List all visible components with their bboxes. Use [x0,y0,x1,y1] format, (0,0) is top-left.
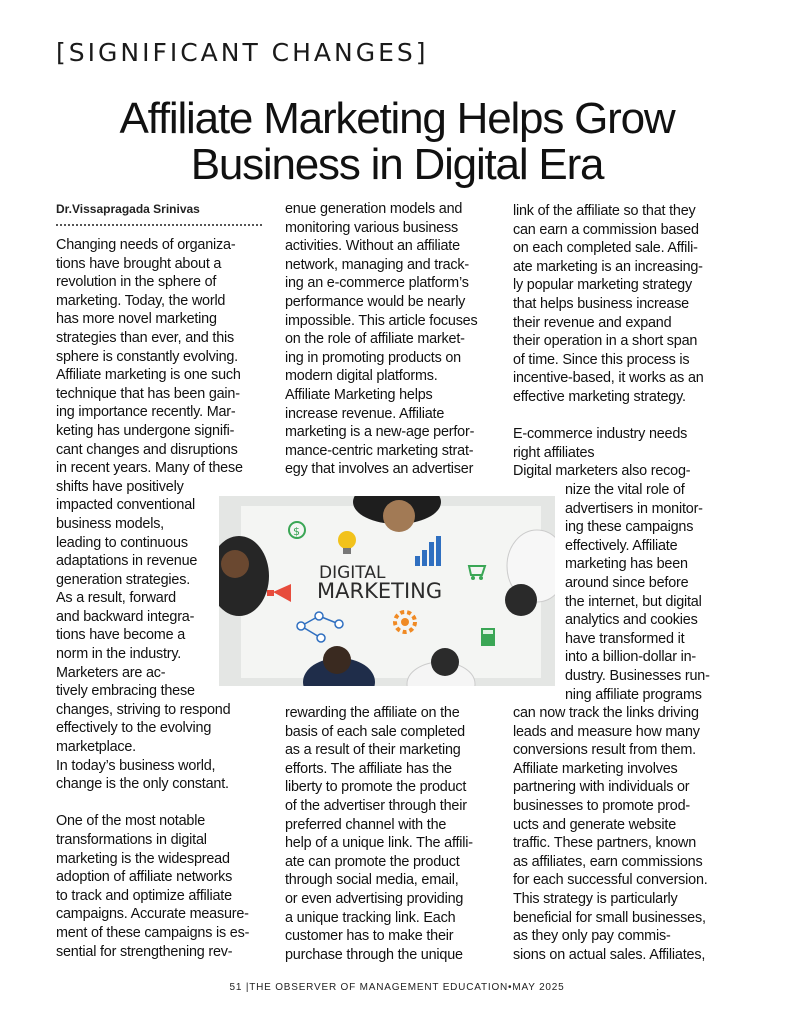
column-3-top [513,202,704,481]
text-line: ate can promote the product [285,853,460,870]
text-line: leading to continuous [56,534,188,551]
text-line: sphere is constantly evolving. [56,348,238,365]
text-line: marketing. Today, the world [56,292,226,309]
text-line: adoption of affiliate networks [56,869,233,886]
text-line: or even advertising providing [285,890,464,907]
text-line: Digital marketers also recog- [513,463,691,480]
text-line: around since before [565,574,689,591]
text-line: link of the affiliate so that they [513,203,696,219]
text-line: One of the most notable [56,813,205,830]
publication-name: |THE OBSERVER OF MANAGEMENT EDUCATION•MAY 2025 [245,982,565,993]
text-line: egy that involves an advertiser [285,461,474,478]
photo-text-digital: DIGITAL [319,563,386,583]
text-line: in recent years. Many of these [56,460,243,477]
text-line: as a result of their marketing [285,742,461,759]
text-line: as affiliates, earn commissions [513,853,703,870]
text-line: In today’s business world, [56,757,216,774]
text-line: purchase through the unique [285,946,463,963]
text-line: keting has undergone signifi- [56,422,235,439]
text-line: Changing needs of organiza- [56,237,236,253]
text-line: a unique tracking link. Each [285,909,456,926]
kicker-label: [SIGNIFICANT CHANGES] [56,38,429,67]
text-line: their operation in a short span [513,333,698,350]
text-line: ing in promoting products on [285,349,461,366]
text-line: partnering with individuals or [513,779,690,796]
text-line: for each successful conversion. [513,872,708,889]
title-line-1: Affiliate Marketing Helps Grow [119,94,675,143]
person-bottom-right-head [431,648,459,676]
text-line: has more novel marketing [56,311,217,328]
text-line: tions have brought about a [56,255,222,272]
text-line: on each completed sale. Affili- [513,240,698,257]
text-line: network, managing and track- [285,256,469,273]
person-right-head [505,584,537,616]
author-byline: Dr.Vissapragada Srinivas [56,202,262,226]
text-line: can earn a commission based [513,221,699,238]
photo-text-marketing: MARKETING [317,579,443,603]
text-line: incentive-based, it works as an [513,370,704,387]
text-line: technique that has been gain- [56,385,240,402]
text-line: marketing has been [565,556,688,573]
text-line: tions have become a [56,627,185,644]
text-line: norm in the industry. [56,646,182,663]
text-line: effectively to the evolving [56,720,212,737]
text-line: marketing is the widespread [56,850,230,867]
text-line: ment of these campaigns is es- [56,924,250,941]
text-line: Affiliate marketing involves [513,760,678,777]
photo-illustration [219,496,555,686]
text-line [513,407,704,426]
text-line: dustry. Businesses run- [565,667,710,684]
text-line [56,794,249,813]
text-line: sential for strengthening rev- [56,943,233,960]
text-line: tively embracing these [56,683,195,700]
text-line: changes, striving to respond [56,701,231,718]
text-line: mance-centric marketing strat- [285,442,474,459]
text-line: E-commerce industry needs [513,426,688,443]
text-line: effectively. Affiliate [565,537,678,554]
text-line: right affiliates [513,444,595,461]
text-line: into a billion-dollar in- [565,649,696,666]
text-line: help of a unique link. The affili- [285,835,473,852]
text-line: efforts. The affiliate has the [285,760,452,777]
text-line: businesses to promote prod- [513,797,690,814]
text-line: as they only pay commis- [513,928,671,945]
text-line: As a result, forward [56,590,176,607]
text-line: rewarding the affiliate on the [285,705,460,721]
text-line: Affiliate Marketing helps [285,386,433,403]
text-line: shifts have positively [56,478,184,495]
text-line: leads and measure how many [513,723,700,740]
text-line: monitoring various business [285,219,458,236]
text-line: can now track the links driving [513,705,699,721]
text-line: their revenue and expand [513,314,672,331]
text-line: transformations in digital [56,832,207,848]
text-line: nize the vital role of [565,482,685,498]
page-footer [0,982,794,993]
text-line: generation strategies. [56,571,190,588]
text-line: preferred channel with the [285,816,447,833]
text-line: ucts and generate website [513,816,677,833]
text-line: analytics and cookies [565,612,698,629]
text-line: the internet, but digital [565,593,702,610]
article-title [40,96,754,188]
text-line: ing these campaigns [565,519,694,536]
text-line: on the role of affiliate market- [285,331,465,348]
text-line: liberty to promote the product [285,779,467,796]
text-line: that helps business increase [513,295,689,312]
column-2-bottom [285,704,473,964]
text-line: business models, [56,515,164,532]
digital-marketing-photo [219,496,555,686]
text-line: ate marketing is an increasing- [513,258,703,275]
text-line: adaptations in revenue [56,553,198,570]
text-line: cant changes and disruptions [56,441,238,458]
text-line: ning affiliate programs [565,686,702,703]
text-line: revolution in the sphere of [56,274,217,291]
column-3-bottom [513,704,708,964]
text-line: ing importance recently. Mar- [56,404,236,421]
text-line: change is the only constant. [56,776,229,793]
text-line: strategies than ever, and this [56,329,234,346]
text-line: beneficial for small businesses, [513,909,706,926]
column-3-wrap [565,481,710,704]
text-line: Marketers are ac- [56,664,166,681]
text-line: Affiliate marketing is one such [56,367,241,384]
text-line: activities. Without an affiliate [285,238,460,255]
text-line: marketing is a new-age perfor- [285,424,475,441]
title-line-2: Business in Digital Era [190,140,604,189]
text-line: modern digital platforms. [285,368,438,385]
text-line: effective marketing strategy. [513,388,686,405]
text-line: of the advertiser through their [285,797,467,814]
text-line: traffic. These partners, known [513,835,697,852]
text-line: sions on actual sales. Affiliates, [513,946,706,963]
text-line: have transformed it [565,630,685,647]
text-line: and backward integra- [56,608,195,625]
column-2-top [285,200,477,479]
text-line: basis of each sale completed [285,723,465,740]
person-left-head [221,550,249,578]
text-line: increase revenue. Affiliate [285,405,445,422]
page-number: 51 [229,982,243,993]
text-line: campaigns. Accurate measure- [56,906,249,923]
text-line: customer has to make their [285,928,454,945]
calculator-icon [481,628,495,646]
text-line: marketplace. [56,739,136,756]
text-line: impossible. This article focuses [285,312,478,329]
text-line: advertisers in monitor- [565,500,703,517]
text-line: impacted conventional [56,497,195,514]
person-bottom-left-head [323,646,351,674]
text-line: through social media, email, [285,872,459,889]
text-line: of time. Since this process is [513,351,690,368]
text-line: performance would be nearly [285,293,466,310]
text-line: to track and optimize affiliate [56,887,232,904]
text-line: This strategy is particularly [513,890,678,907]
text-line: conversions result from them. [513,742,696,759]
text-line: enue generation models and [285,201,463,217]
text-line: ing an e-commerce platform’s [285,275,469,292]
svg-text:$: $ [293,525,300,538]
person-top-head [383,500,415,532]
text-line: ly popular marketing strategy [513,277,692,294]
